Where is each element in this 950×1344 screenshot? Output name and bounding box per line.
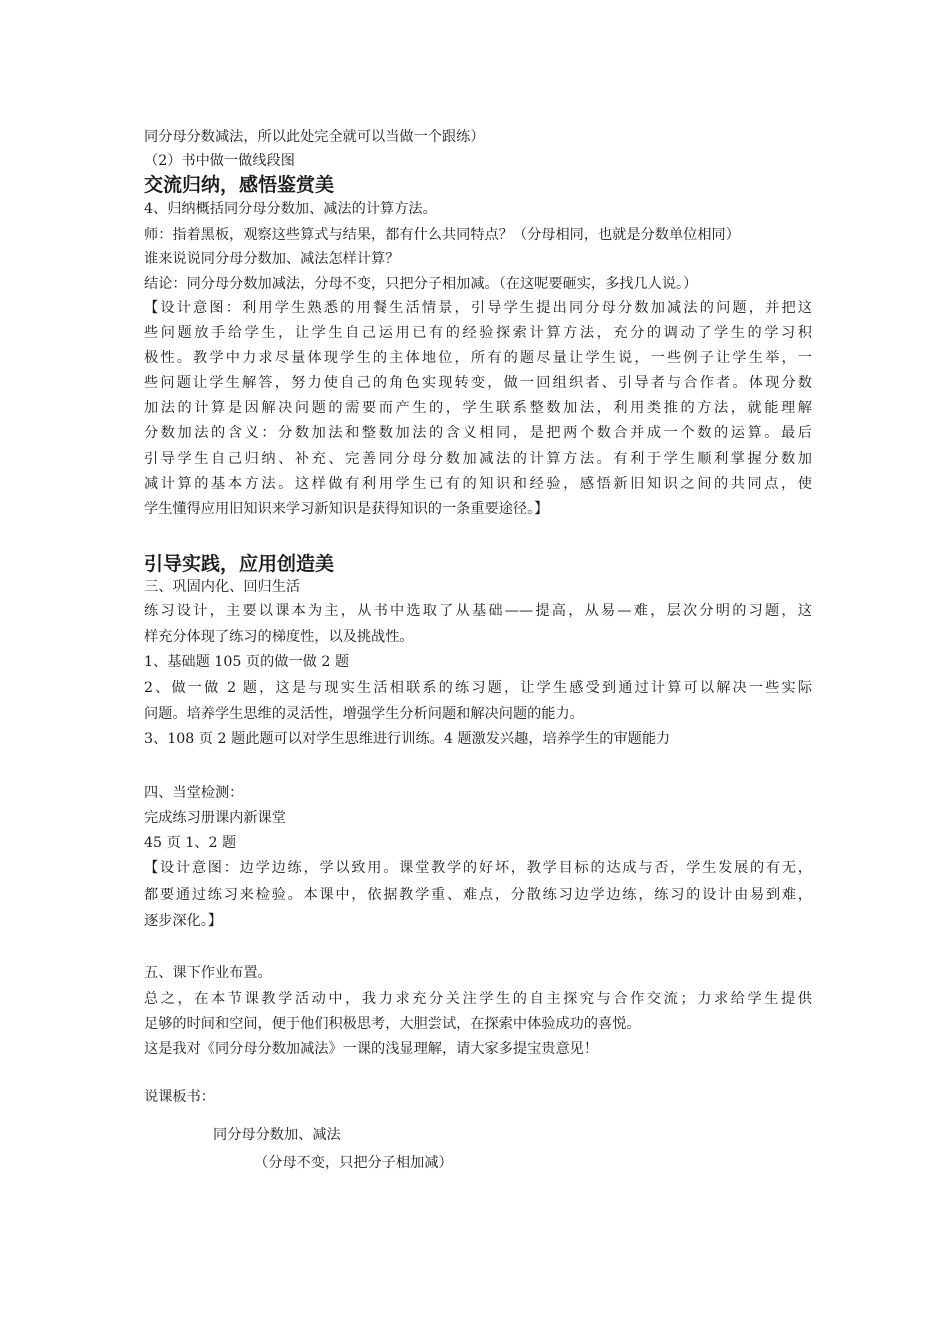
section-heading: 交流归纳，感悟鉴赏美 — [144, 174, 335, 196]
text-line: 五、课下作业布置。 — [144, 965, 272, 981]
text-line: 四、当堂检测： — [144, 785, 244, 801]
design-intent-line: 加法的计算是因解决问题的需要而产生的，学生联系整数加法，利用类推的方法，就能理解 — [144, 400, 812, 416]
design-intent-line: 分数加法的含义：分数加法和整数加法的含义相同，是把两个数合并成一个数的运算。最后 — [144, 425, 812, 441]
design-intent-line: 逐步深化。】 — [144, 913, 223, 929]
text-line: 45 页 1、2 题 — [144, 835, 237, 851]
text-line: 样充分体现了练习的梯度性，以及挑战性。 — [144, 629, 414, 645]
text-line: 三、巩固内化、回归生活 — [144, 579, 301, 595]
design-intent-line: 减计算的基本方法。这样做有利用学生已有的知识和经验，感悟新旧知识之间的共同点，使 — [144, 476, 812, 492]
design-intent-line: 些问题让学生解答，努力使自己的角色实现转变，做一回组织者、引导者与合作者。体现分数 — [144, 375, 812, 391]
text-line: （2）书中做一做线段图 — [144, 153, 295, 169]
text-line: 练习设计，主要以课本为主，从书中选取了从基础——提高，从易—难，层次分明的习题，这 — [144, 603, 812, 619]
text-line: 这是我对《同分母分数加减法》一课的浅显理解，请大家多提宝贵意见！ — [144, 1041, 599, 1057]
text-line: 总之，在本节课教学活动中，我力求充分关注学生的自主探究与合作交流；力求给学生提供 — [144, 991, 812, 1007]
text-line: 问题。培养学生思维的灵活性，增强学生分析问题和解决问题的能力。 — [144, 706, 584, 722]
design-intent-line: 些问题放手给学生，让学生自己运用已有的经验探索计算方法，充分的调动了学生的学习积 — [144, 325, 812, 341]
text-line: 结论：同分母分数加减法，分母不变，只把分子相加减。（在这呢要砸实，多找几人说。） — [144, 276, 698, 292]
text-line: 1、基础题 105 页的做一做 2 题 — [144, 654, 350, 670]
design-intent-line: 【设计意图：利用学生熟悉的用餐生活情景，引导学生提出同分母分数加减法的问题，并把这 — [144, 300, 812, 316]
text-line: 2、做一做 2 题，这是与现实生活相联系的练习题，让学生感受到通过计算可以解决一些实际 — [144, 680, 812, 696]
design-intent-line: 都要通过练习来检验。本课中，依据教学重、难点，分散练习边学边练，练习的设计由易到难， — [144, 887, 812, 903]
design-intent-line: 【设计意图：边学边练，学以致用。课堂教学的好坏，教学目标的达成与否，学生发展的有无， — [144, 860, 812, 876]
text-line: 同分母分数减法，所以此处完全就可以当做一个跟练） — [144, 129, 485, 145]
text-line: 谁来说说同分母分数加、减法怎样计算？ — [144, 251, 400, 267]
text-line: 4、归纳概括同分母分数加、减法的计算方法。 — [144, 201, 437, 217]
design-intent-line: 极性。教学中力求尽量体现学生的主体地位，所有的题尽量让学生说，一些例子让学生举，一 — [144, 350, 812, 366]
board-title: 同分母分数加、减法 — [213, 1127, 341, 1143]
section-heading: 引导实践，应用创造美 — [144, 553, 335, 575]
design-intent-line: 引导学生自己归纳、补充、完善同分母分数加减法的计算方法。有利于学生顺利掌握分数加 — [144, 451, 812, 467]
text-line: 3、108 页 2 题此题可以对学生思维进行训练。4 题激发兴趣，培养学生的审题能力 — [144, 731, 671, 747]
board-rule: （分母不变，只把分子相加减） — [254, 1155, 453, 1171]
text-line: 足够的时间和空间，便于他们积极思考，大胆尝试，在探索中体验成功的喜悦。 — [144, 1016, 641, 1032]
text-line: 师：指着黑板，观察这些算式与结果，都有什么共同特点？（分母相同，也就是分数单位相同） — [144, 227, 740, 243]
design-intent-line: 学生懂得应用旧知识来学习新知识是获得知识的一条重要途径。】 — [144, 501, 549, 517]
text-line: 完成练习册课内新课堂 — [144, 810, 286, 826]
board-label: 说课板书： — [144, 1089, 215, 1105]
